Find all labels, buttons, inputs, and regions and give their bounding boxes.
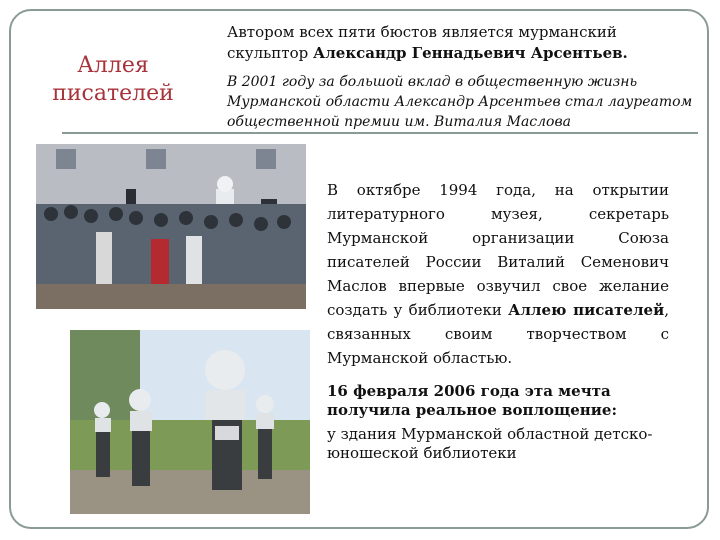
- story-text: В октябре 1994 года, на открытии литературного музея, секретарь Мурманской организации Союза писателей России Виталий Семенович Маслов впервые озвучил свое желание создать у библиотеки: [327, 181, 669, 319]
- title-line-1: Аллея: [77, 53, 149, 78]
- story-text-end: , связанных своим творчеством с Мурманской областью.: [327, 301, 669, 367]
- opening-ceremony-photo: [36, 144, 306, 309]
- slide-title: [28, 52, 198, 108]
- busts-photo: [70, 330, 310, 514]
- award-note: В 2001 году за большой вклад в общественную жизнь Мурманской области Александр Арсентьев стал лауреатом общественной премии им. Виталия Маслова: [227, 74, 693, 130]
- dream-headline: 16 февраля 2006 года эта мечта получила реальное воплощение:: [327, 382, 617, 419]
- story-paragraph: [327, 178, 669, 370]
- intro-text: Автором всех пяти бюстов является мурманский скульптор: [227, 23, 617, 62]
- title-line-2: писателей: [52, 81, 174, 106]
- dream-place: у здания Мурманской областной детско-юношеской библиотеки: [327, 425, 653, 462]
- intro-paragraph: [227, 22, 697, 64]
- alley-name: Аллею писателей: [508, 301, 665, 319]
- sculptor-name: Александр Геннадьевич Арсентьев.: [313, 44, 628, 62]
- divider-line: [62, 132, 698, 134]
